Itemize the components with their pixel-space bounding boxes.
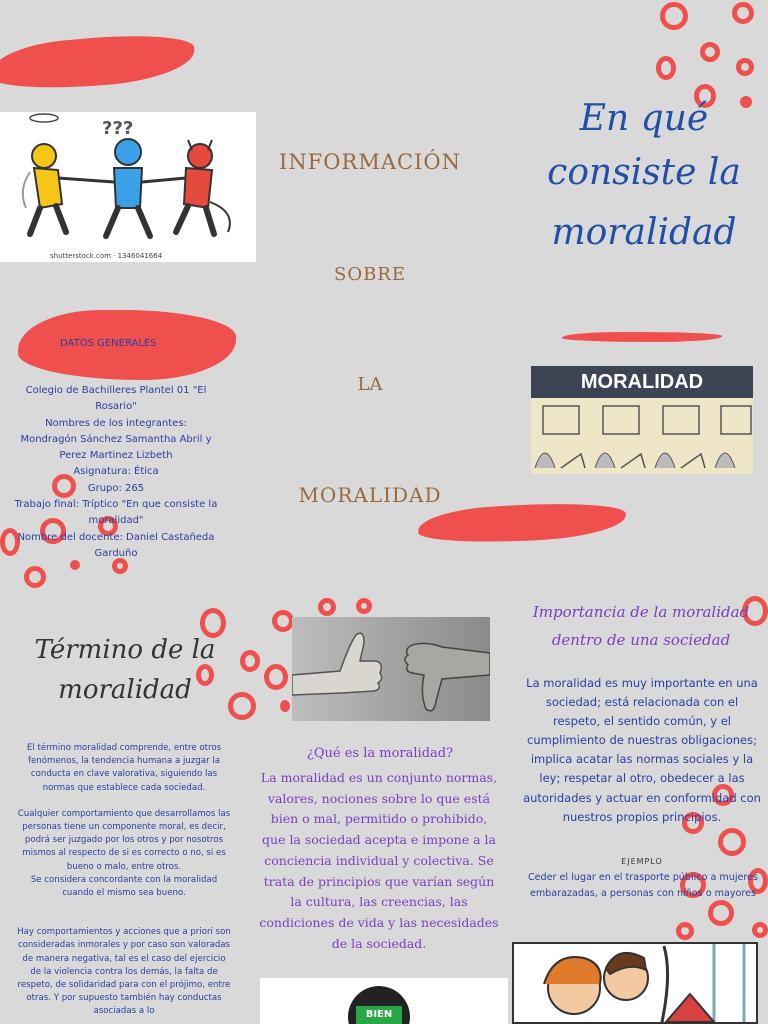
datos-line: Nombres de los integrantes: xyxy=(45,417,187,429)
deco-circle xyxy=(656,56,676,80)
cover-title xyxy=(520,95,768,263)
cover-title-line1: En qué xyxy=(579,98,709,139)
deco-circle xyxy=(240,650,260,672)
brush-stroke-top-left xyxy=(0,29,197,95)
deco-circle xyxy=(318,598,336,616)
ejemplo-text: Ceder el lugar en el trasporte público a mujeres embarazadas, a personas con niños o mayores xyxy=(527,872,759,899)
thumbs-illustration xyxy=(292,617,490,721)
bien-badge-label: BIEN xyxy=(356,1006,402,1024)
deco-circle xyxy=(752,922,768,938)
question-marks: ??? xyxy=(102,118,134,139)
termino-title xyxy=(20,630,230,710)
deco-dot xyxy=(280,700,290,712)
deco-circle xyxy=(700,42,720,62)
termino-title-line2: moralidad xyxy=(58,675,192,705)
deco-circle xyxy=(272,610,294,632)
bien-badge xyxy=(348,986,410,1024)
termino-paragraph: El término moralidad comprende, entre otros fenómenos, la tendencia humana a juzgar la conducta en clave valorativa, siguiendo las normas que establece cada sociedad. xyxy=(26,743,222,793)
deco-circle xyxy=(732,2,754,24)
moralidad-sketch-illustration xyxy=(531,398,753,474)
info-word-moralidad: MORALIDAD xyxy=(298,483,442,507)
brush-stroke-under-title xyxy=(562,332,722,342)
deco-circle xyxy=(356,598,372,614)
bien-image xyxy=(260,978,508,1024)
termino-paragraph: Cualquier comportamiento que desarrollamos las personas tiene un componente moral, es decir, podrá ser juzgado por los otros y por nosotros mismos al respecto de si es correcto o no, si es bueno o malo, entre otros. xyxy=(17,808,231,872)
datos-line: Mondragón Sánchez Samantha Abril y Perez Martinez Lizbeth xyxy=(20,433,212,462)
deco-circle xyxy=(660,2,688,30)
deco-circle xyxy=(24,566,46,588)
ejemplo-label: EJEMPLO xyxy=(621,857,663,866)
datos-line: Nombre del docente: Daniel Castañeda Garduño xyxy=(17,531,215,559)
transport-comic-illustration xyxy=(514,944,756,1022)
deco-circle xyxy=(736,58,754,76)
importancia-title-line2: dentro de una sociedad xyxy=(551,631,731,649)
que-es-question: ¿Qué es la moralidad? xyxy=(306,746,454,761)
deco-circle xyxy=(676,922,694,940)
deco-circle xyxy=(228,692,256,720)
termino-title-line1: Término de la xyxy=(34,635,216,665)
termino-body xyxy=(16,742,232,1019)
info-word-la: LA xyxy=(357,374,383,395)
termino-paragraph: Se considera concordante con la moralidad cuando el mismo sea bueno. xyxy=(30,874,218,899)
image-credit: shutterstock.com · 1346041664 xyxy=(50,252,163,260)
datos-line: Asignatura: Ética xyxy=(73,466,159,478)
importancia-body: La moralidad es muy importante en una sociedad; está relacionada con el respeto, el sentido común, y el cumplimiento de nuestras obligaciones; implica acatar las normas sociales y la ley; respetar al otro, obedecer a las autoridades y actuar en conformidad con nuestros propios principios. xyxy=(523,676,761,824)
deco-circle xyxy=(708,900,734,926)
cover-title-line3: moralidad xyxy=(551,212,737,253)
importancia-title xyxy=(518,598,764,654)
datos-line: Grupo: 265 xyxy=(87,482,145,494)
info-word-sobre: SOBRE xyxy=(333,264,406,285)
datos-line: Colegio de Bachilleres Plantel 01 "El Rosario" xyxy=(25,385,207,413)
importancia-title-line1: Importancia de la moralidad xyxy=(532,603,750,621)
termino-paragraph: Hay comportamientos y acciones que a priori son consideradas inmorales y por caso son valoradas de manera negativa, tal es el caso del ejercicio de la violencia contra los demás, la falta de respeto, de solidaridad para con el prójimo, entre otras. Y por supuesto también hay conductas asociadas a lo xyxy=(17,927,231,1017)
info-word-informacion: INFORMACIÓN xyxy=(279,150,461,174)
thumbs-up-down-image xyxy=(292,617,490,721)
datos-block xyxy=(10,383,222,562)
que-es-body: La moralidad es un conjunto normas, valores, nociones sobre lo que está bien o mal, permitido o prohibido, que la sociedad acepta e impone a la conciencia individual y colectiva. Se trata de principios que varían según la cultura, las creencias, las condiciones de vida y las necesidades de la sociedad. xyxy=(259,770,499,951)
transport-comic-image xyxy=(512,942,758,1024)
deco-circle xyxy=(264,664,288,690)
datos-line: Trabajo final: Tríptico "En que consiste la moralidad" xyxy=(14,499,218,527)
datos-heading: DATOS GENERALES xyxy=(60,338,157,349)
moralidad-banner-header: MORALIDAD xyxy=(531,366,753,398)
moralidad-banner-image xyxy=(531,366,753,474)
deco-circle xyxy=(718,828,746,856)
cover-title-line2: consiste la xyxy=(547,152,741,193)
